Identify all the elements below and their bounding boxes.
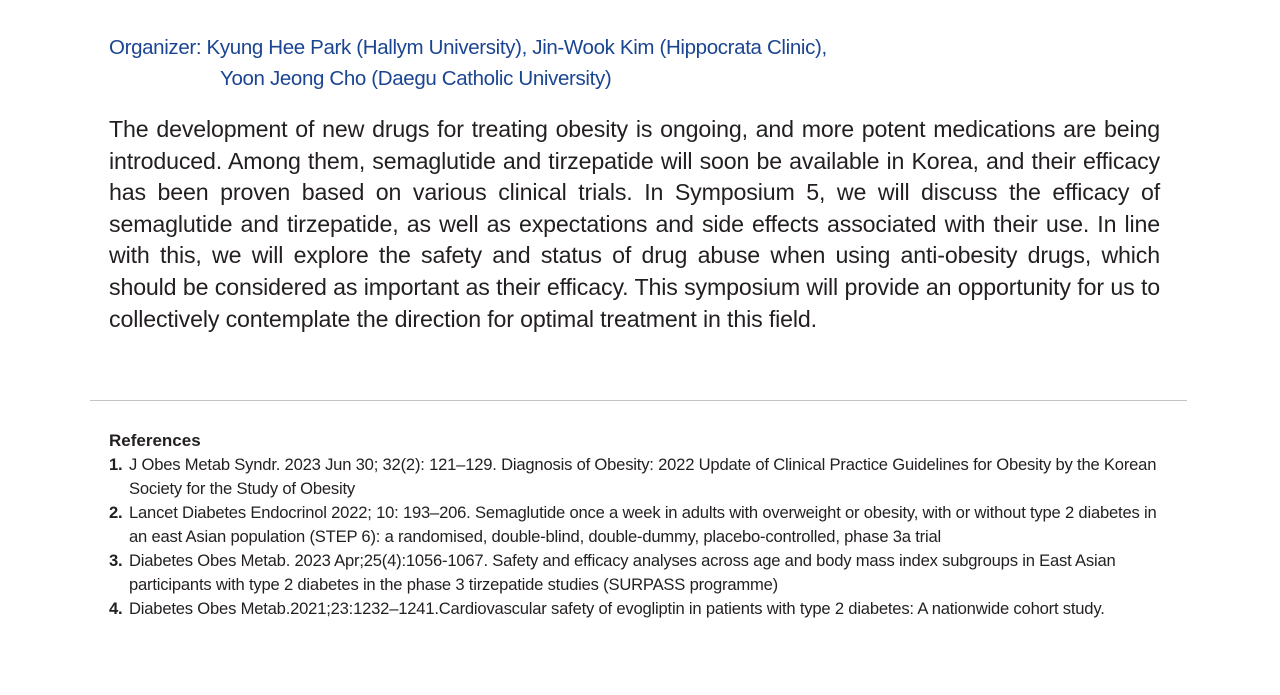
reference-text: Diabetes Obes Metab. 2023 Apr;25(4):1056-1067. Safety and efficacy analyses across age and body mass index subgroups in East Asian participants with type 2 diabetes in the phase 3 tirzepatide studies (SURPASS programme) (129, 551, 1116, 594)
reference-number: 4. (109, 599, 123, 618)
references-list (109, 453, 1177, 621)
references-heading: References (109, 431, 201, 450)
organizer-line-1: Organizer: Kyung Hee Park (Hallym University), Jin-Wook Kim (Hippocrata Clinic), (109, 36, 827, 59)
reference-item (109, 549, 1177, 597)
reference-text: J Obes Metab Syndr. 2023 Jun 30; 32(2): 121–129. Diagnosis of Obesity: 2022 Update of Clinical Practice Guidelines for Obesity by the Korean Society for the Study of Obesity (129, 455, 1157, 498)
reference-number: 2. (109, 503, 123, 522)
reference-text: Lancet Diabetes Endocrinol 2022; 10: 193–206. Semaglutide once a week in adults with overweight or obesity, with or without type 2 diabetes in an east Asian population (STEP 6): a randomised, double-blind, double-dummy, placebo-controlled, phase 3a trial (129, 503, 1157, 546)
organizer-line-2: Yoon Jeong Cho (Daegu Catholic University) (220, 67, 612, 90)
reference-item (109, 453, 1177, 501)
reference-item (109, 597, 1177, 621)
organizer-block (109, 32, 1109, 94)
references-section (109, 429, 1177, 621)
reference-text: Diabetes Obes Metab.2021;23:1232–1241.Cardiovascular safety of evogliptin in patients with type 2 diabetes: A nationwide cohort study. (129, 599, 1105, 618)
section-divider (90, 400, 1187, 401)
abstract-paragraph: The development of new drugs for treating obesity is ongoing, and more potent medications are being introduced. Among them, semaglutide and tirzepatide will soon be available in Korea, and their efficacy has been proven based on various clinical trials. In Symposium 5, we will discuss the efficacy of semaglutide and tirzepatide, as well as expectations and side effects associated with their use. In line with this, we will explore the safety and status of drug abuse when using anti-obesity drugs, which should be considered as important as their efficacy. This symposium will provide an opportunity for us to collectively contemplate the direction for optimal treatment in this field. (109, 116, 1160, 332)
reference-number: 1. (109, 455, 123, 474)
reference-item (109, 501, 1177, 549)
reference-number: 3. (109, 551, 123, 570)
